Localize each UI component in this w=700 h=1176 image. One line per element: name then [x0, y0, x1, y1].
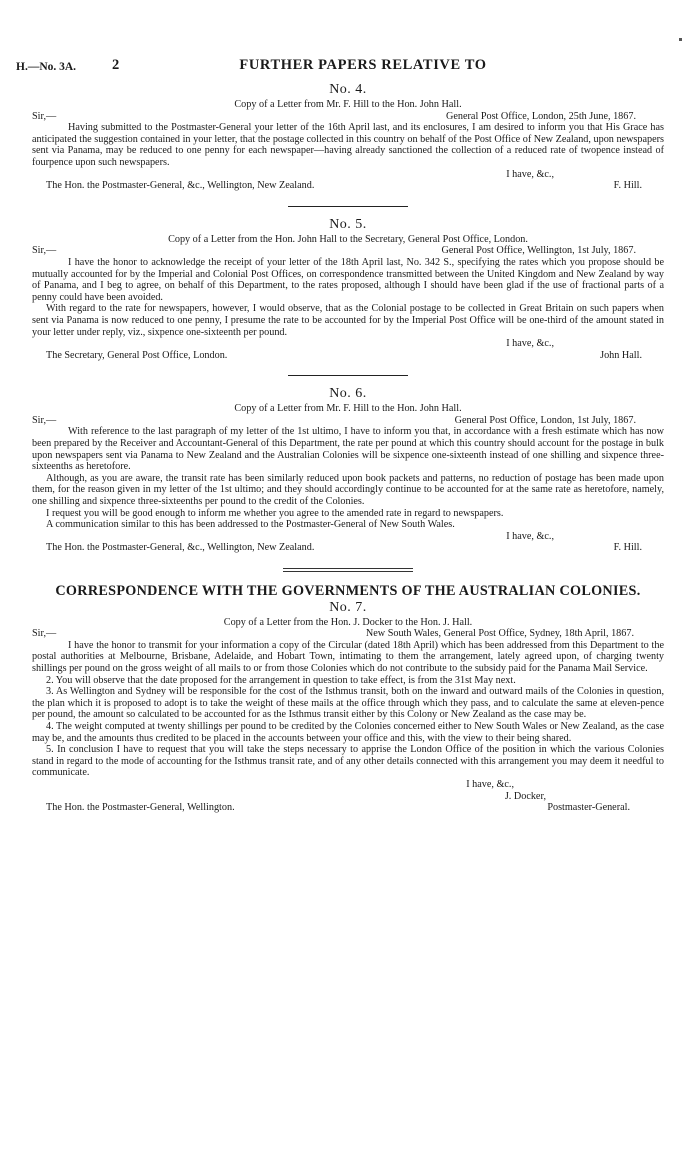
- letter-addressee: The Hon. the Postmaster-General, &c., Wellington, New Zealand.: [46, 542, 315, 554]
- letter-paragraph: A communication similar to this has been addressed to the Postmaster-General of New South Wales.: [46, 519, 455, 531]
- addressee-line: [32, 180, 664, 192]
- letter-caption: Copy of a Letter from the Hon. J. Docker to the Hon. J. Hall.: [223, 616, 473, 628]
- letter-addressee: The Hon. the Postmaster-General, Wellington.: [46, 802, 235, 814]
- letter-section: [32, 82, 664, 554]
- letter-closing: I have, &c.,: [466, 778, 514, 790]
- letter-divider: [288, 375, 408, 376]
- letter-paragraph: 3. As Wellington and Sydney will be responsible for the cost of the Isthmus transit, both on the inward and outward mails of the Colonies in question, the plan which it is proposed to adopt is to take the weight of these mails at the office through which they pass, and to calculate the same at eleven-pence per pound, the amount so calculated to be accounted for as the Isthmus transit either by this Colony or New Zealand as the case may be.: [32, 686, 664, 721]
- letter-location-date: General Post Office, Wellington, 1st July, 1867.: [441, 245, 636, 257]
- letter-number: No. 6.: [329, 386, 367, 402]
- letter-signature: F. Hill.: [613, 542, 642, 554]
- page-number: 2: [112, 57, 120, 73]
- letter-paragraph: 4. The weight computed at twenty shillings per pound to be credited by the Colonies concerned either to New South Wales or New Zealand, as the case may be, and the amounts thus credited to be placed in the accounts between your office and this, with the view to their being shared.: [32, 720, 664, 744]
- letter-caption: Copy of a Letter from the Hon. John Hall to the Secretary, General Post Office, London.: [168, 233, 528, 245]
- salutation: Sir,—: [32, 628, 57, 640]
- letter-paragraph: I request you will be good enough to inform me whether you agree to the amended rate in regard to newspapers.: [46, 507, 504, 519]
- salutation-line: [32, 415, 664, 427]
- salutation-line: [32, 111, 664, 123]
- letter-no4: [32, 82, 664, 192]
- letter-no5: [32, 206, 664, 362]
- signatory-title: Postmaster-General.: [547, 802, 630, 814]
- page-speck: [679, 38, 682, 41]
- page-header: [16, 57, 664, 78]
- addressee-line: [32, 350, 664, 362]
- letter-paragraph: Having submitted to the Postmaster-General your letter of the 16th April last, and its enclosures, I am desired to inform you that His Grace has anticipated the suggestion contained in your letter, that the postage collected in this country on behalf of the Post Office of New Zealand, upon newspapers sent via Panama, may be reduced to one penny for each newspaper—having already sanctioned the collection of a reduced rate of twopence instead of fourpence upon such newspapers.: [32, 122, 664, 168]
- letter-number: No. 5.: [329, 216, 367, 232]
- letter-paragraph: With reference to the last paragraph of my letter of the 1st ultimo, I have to inform you that, in accordance with a fresh estimate which has now been prepared by the Receiver and Accountant-General of this Department, the rate per pound at which this country should account for the postage in bulk upon newspapers sent via Panama to New Zealand and the Australian Colonies will be sixpence one-sixteenth instead of one shilling and sixpence three-sixteenths as heretofore.: [32, 426, 664, 473]
- letter-divider: [288, 206, 408, 207]
- salutation: Sir,—: [32, 245, 57, 257]
- letter-location-date: General Post Office, London, 1st July, 1867.: [454, 414, 636, 426]
- salutation-line: [32, 628, 664, 640]
- salutation: Sir,—: [32, 110, 57, 122]
- section-divider: [283, 568, 413, 572]
- letter-signature: John Hall.: [600, 349, 642, 361]
- letter-closing: I have, &c.,: [506, 530, 554, 542]
- running-title: FURTHER PAPERS RELATIVE TO: [239, 57, 487, 73]
- letter-addressee: The Hon. the Postmaster-General, &c., Wellington, New Zealand.: [46, 180, 315, 192]
- letter-paragraph: 5. In conclusion I have to request that you will take the steps necessary to apprise the London Office of the position in which the various Colonies stand in regard to the mode of accounting for the Isthmus transit rate, and of any other details connected with this arrangement you may deem it needful to communicate.: [32, 744, 664, 779]
- letter-paragraph: Although, as you are aware, the transit rate has been similarly reduced upon book packets and patterns, no reduction of postage has been made upon them, for the reason given in my letter of the 1st ultimo; and they should accordingly continue to be accounted for at the same rate as heretofore, namely, one shilling and sixpence three-sixteenths per pound to the credit of the Colonies.: [32, 472, 664, 508]
- letter-caption: Copy of a Letter from Mr. F. Hill to the Hon. John Hall.: [234, 99, 462, 110]
- letter-signature: J. Docker,: [504, 790, 546, 802]
- letter-number: No. 7.: [329, 599, 367, 615]
- letter-paragraph: I have the honor to transmit for your information a copy of the Circular (dated 18th April) which has been addressed from this Department to the postal authorities at Melbourne, Brisbane, Adelaide, and Hobart Town, intimating to them the arrangement, lately agreed upon, of charging twenty shillings per pound on the gross weight of all mails to or from those Colonies which do not contribute to the subsidy paid for the Panama Mail Service.: [32, 639, 664, 674]
- addressee-line: [32, 542, 664, 554]
- letter-no7: [32, 600, 664, 814]
- letter-closing: I have, &c.,: [506, 338, 554, 350]
- salutation: Sir,—: [32, 414, 57, 426]
- letter-location-date: General Post Office, London, 25th June, 1867.: [446, 110, 636, 122]
- salutation-line: [32, 245, 664, 257]
- letter-no6: [32, 375, 664, 554]
- paper-reference: H.—No. 3A.: [16, 61, 77, 73]
- addressee-line: [32, 802, 664, 814]
- letter-caption: Copy of a Letter from Mr. F. Hill to the Hon. John Hall.: [234, 403, 462, 415]
- letter-paragraph: With regard to the rate for newspapers, however, I would observe, that as the Colonial postage to be collected in Great Britain on such papers when sent via Panama is now reduced to one penny, I presume the rate to be accounted for by the Imperial Post Office will be one-third of the amount stated in your letter under reply, viz., sixpence one-sixteenth per pound.: [32, 303, 664, 338]
- letter-closing: I have, &c.,: [506, 168, 554, 180]
- section-title: CORRESPONDENCE WITH THE GOVERNMENTS OF THE AUSTRALIAN COLONIES.: [55, 583, 641, 599]
- letter-paragraph: I have the honor to acknowledge the receipt of your letter of the 18th April last, No. 342 S., specifying the rates which you propose should be mutually accounted for by the Imperial and Colonial Post Offices, on correspondence transmitted between the United Kingdom and New Zealand by way of Panama, and I beg to agree, on behalf of this Department, to the rates proposed, although I should have been glad if the use of fractional parts of a penny could have been avoided.: [32, 256, 664, 303]
- letter-addressee: The Secretary, General Post Office, London.: [46, 349, 228, 361]
- letter-number: No. 4.: [329, 82, 367, 97]
- letter-signature: F. Hill.: [613, 180, 642, 192]
- letter-location-date: New South Wales, General Post Office, Sydney, 18th April, 1867.: [365, 628, 634, 640]
- letter-paragraph: 2. You will observe that the date proposed for the arrangement in question to take effect, is from the 31st May next.: [46, 674, 516, 686]
